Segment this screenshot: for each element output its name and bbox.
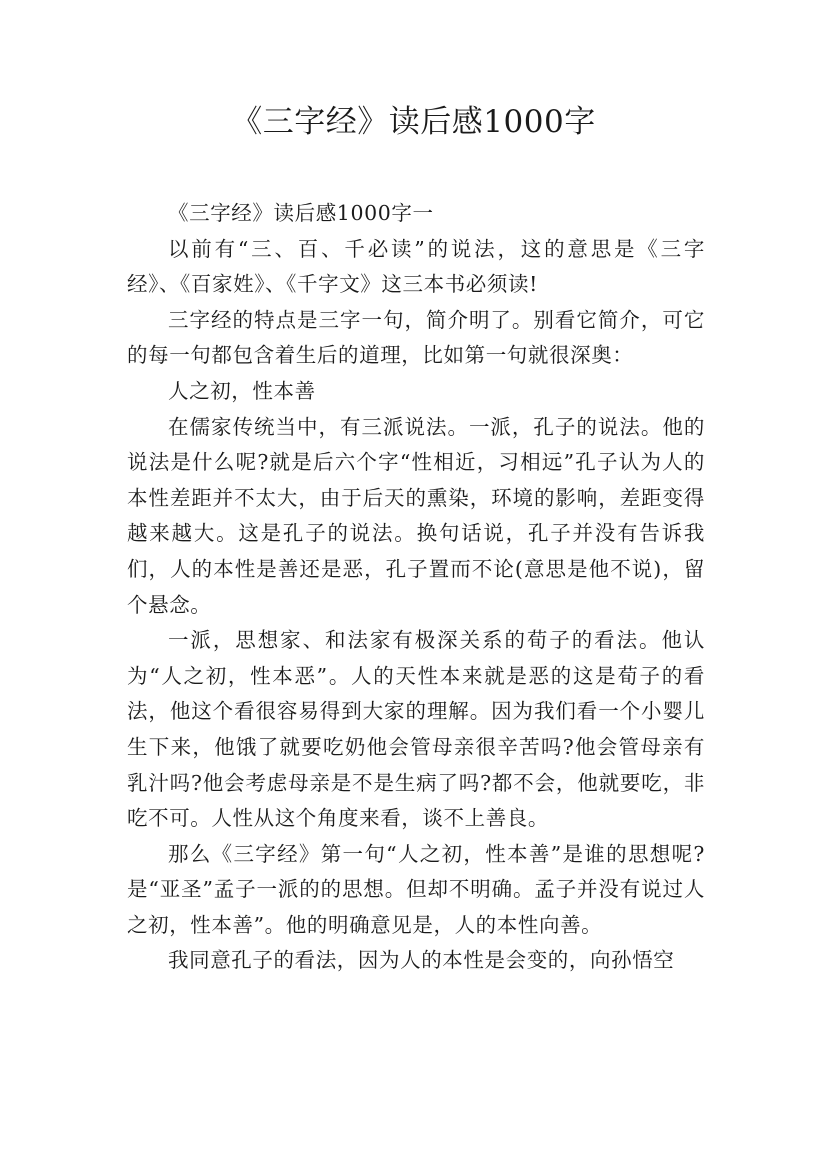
paragraph: 那么《三字经》第一句“人之初，性本善”是谁的思想呢?是“亚圣”孟子一派的的思想。但却不明确。孟子并没有说过人之初，性本善”。他的明确意见是，人的本性向善。 (127, 841, 705, 937)
paragraph: 一派，思想家、和法家有极深关系的荀子的看法。他认为“人之初，性本恶”。人的天性本来就是恶的这是荀子的看法，他这个看很容易得到大家的理解。因为我们看一个小婴儿生下来，他饿了就要吃奶他会管母亲很辛苦吗?他会管母亲有乳汁吗?他会考虑母亲是不是生病了吗?都不会，他就要吃，非吃不可。人性从这个角度来看，谈不上善良。 (127, 628, 705, 831)
document-title: 《三字经》读后感1000字 (231, 104, 596, 140)
document-body (127, 196, 705, 979)
paragraph: 在儒家传统当中，有三派说法。一派，孔子的说法。他的说法是什么呢?就是后六个字“性相近，习相远”孔子认为人的本性差距并不太大，由于后天的熏染，环境的影响，差距变得越来越大。这是孔子的说法。换句话说，孔子并没有告诉我们，人的本性是善还是恶，孔子置而不论(意思是他不说)，留个悬念。 (127, 414, 705, 617)
paragraph: 《三字经》读后感1000字一 (168, 201, 434, 225)
paragraph: 人之初，性本善 (168, 378, 316, 403)
paragraph: 以前有“三、百、千必读”的说法，这的意思是《三字经》、《百家姓》、《千字文》这三本书必须读! (127, 236, 705, 297)
paragraph: 我同意孔子的看法，因为人的本性是会变的，向孙悟空 (168, 948, 675, 973)
paragraph: 三字经的特点是三字一句，简介明了。别看它简介，可它的每一句都包含着生后的道理，比如第一句就很深奥： (127, 307, 705, 368)
